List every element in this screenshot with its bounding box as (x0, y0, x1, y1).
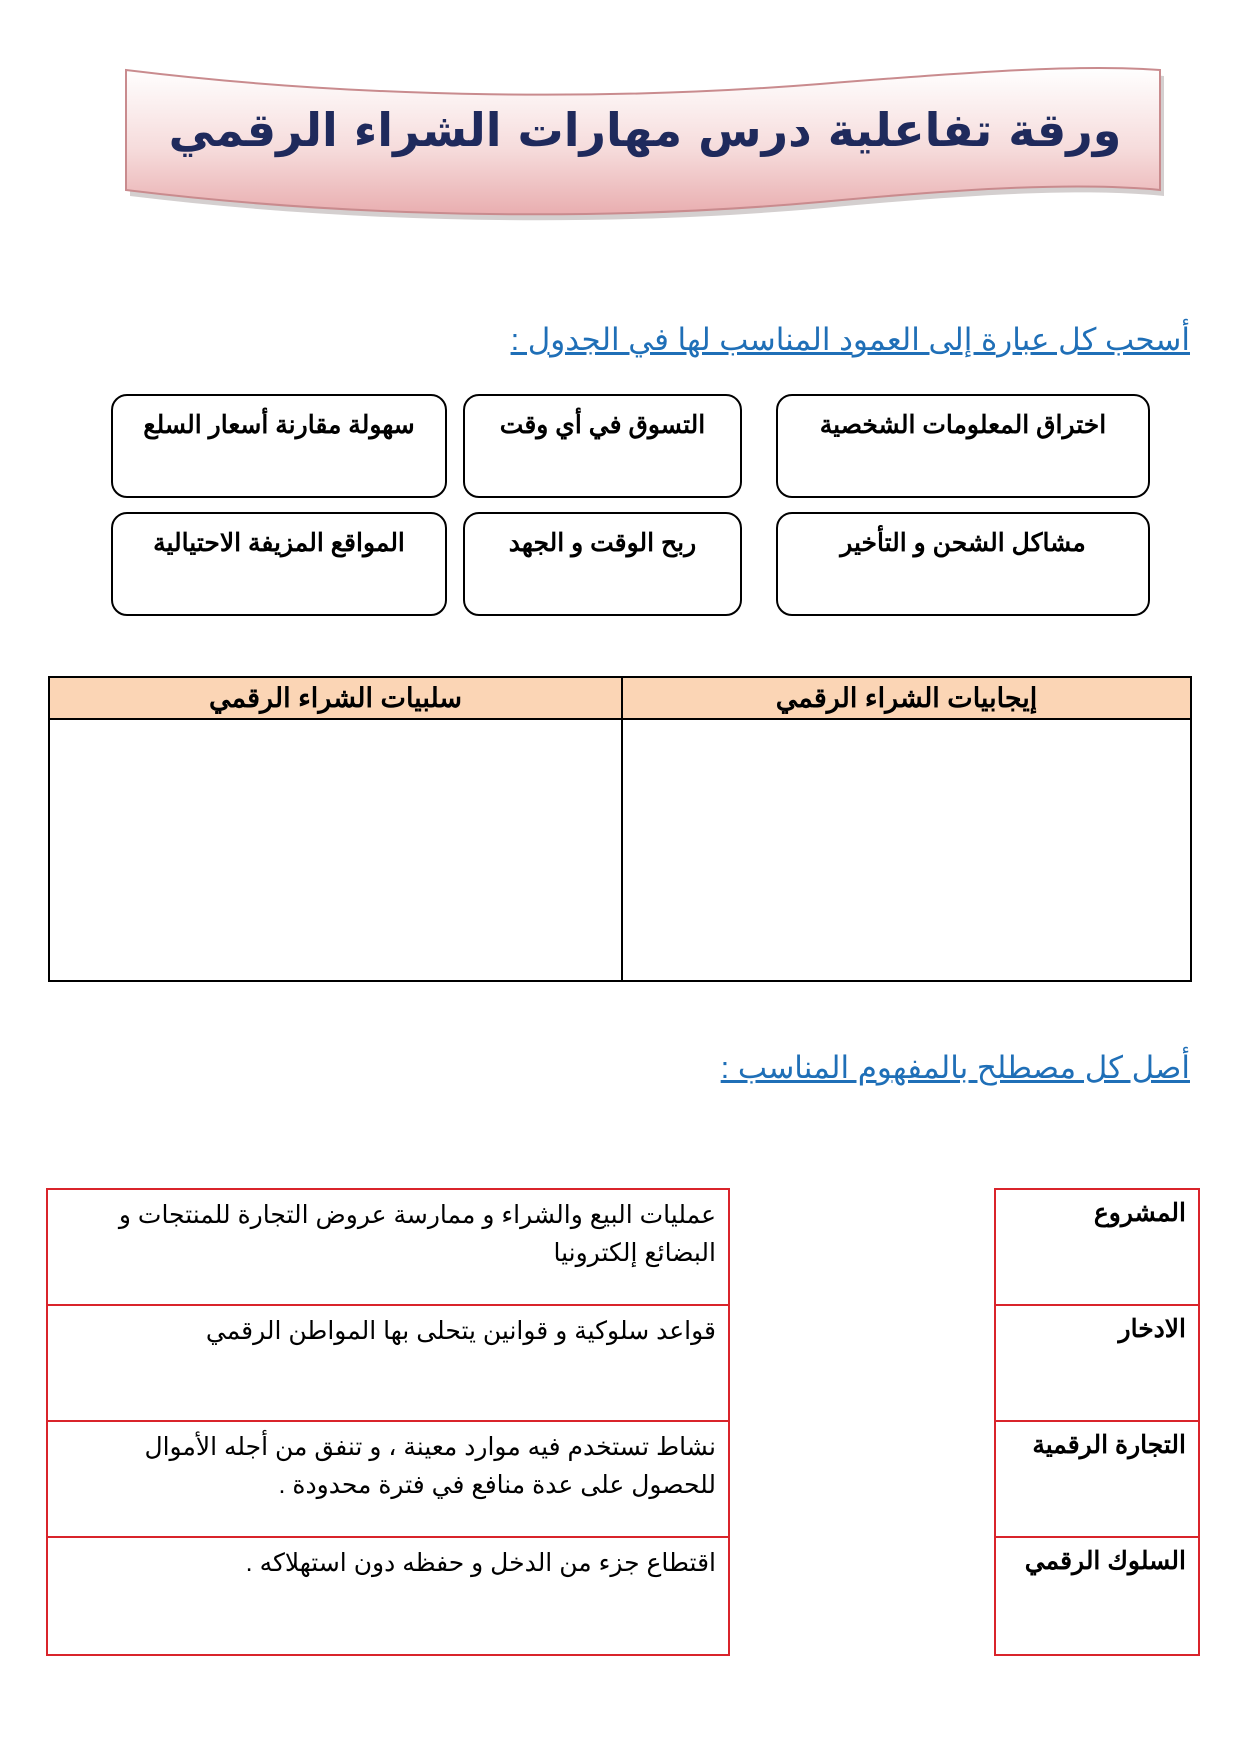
term-item[interactable]: التجارة الرقمية (996, 1422, 1198, 1538)
instruction-match: أصل كل مصطلح بالمفهوم المناسب : (720, 1050, 1190, 1085)
definition-item[interactable]: اقتطاع جزء من الدخل و حفظه دون استهلاكه . (245, 1549, 716, 1577)
definition-item[interactable]: نشاط تستخدم فيه موارد معينة ، و تنفق من أجله الأموال للحصول على عدة منافع في فترة محدودة . (48, 1422, 728, 1538)
drag-item-fake-sites[interactable]: المواقع المزيفة الاحتيالية (111, 512, 447, 616)
positives-header: إيجابيات الشراء الرقمي (623, 678, 1190, 720)
term-item[interactable]: السلوك الرقمي (1024, 1547, 1186, 1575)
term-item[interactable]: الادخار (996, 1306, 1198, 1422)
negatives-drop-zone[interactable] (50, 720, 621, 980)
positives-drop-zone[interactable] (623, 720, 1190, 980)
instruction-drag: أسحب كل عبارة إلى العمود المناسب لها في الجدول : (510, 322, 1190, 357)
definition-item[interactable]: قواعد سلوكية و قوانين يتحلى بها المواطن الرقمي (48, 1306, 728, 1422)
negatives-header: سلبيات الشراء الرقمي (50, 678, 621, 720)
drag-item-shop-anytime[interactable]: التسوق في أي وقت (463, 394, 742, 498)
term-item[interactable]: المشروع (996, 1190, 1198, 1306)
drag-item-save-time[interactable]: ربح الوقت و الجهد (463, 512, 742, 616)
terms-table (994, 1188, 1200, 1656)
drag-item-shipping-issues[interactable]: مشاكل الشحن و التأخير (776, 512, 1150, 616)
definition-item[interactable]: عمليات البيع والشراء و ممارسة عروض التجارة للمنتجات و البضائع إلكترونيا (48, 1190, 728, 1306)
page-title: ورقة تفاعلية درس مهارات الشراء الرقمي (168, 103, 1122, 157)
drag-item-price-compare[interactable]: سهولة مقارنة أسعار السلع (111, 394, 447, 498)
definitions-table (46, 1188, 730, 1656)
sort-table (48, 676, 1192, 982)
drag-item-hacking[interactable]: اختراق المعلومات الشخصية (776, 394, 1150, 498)
